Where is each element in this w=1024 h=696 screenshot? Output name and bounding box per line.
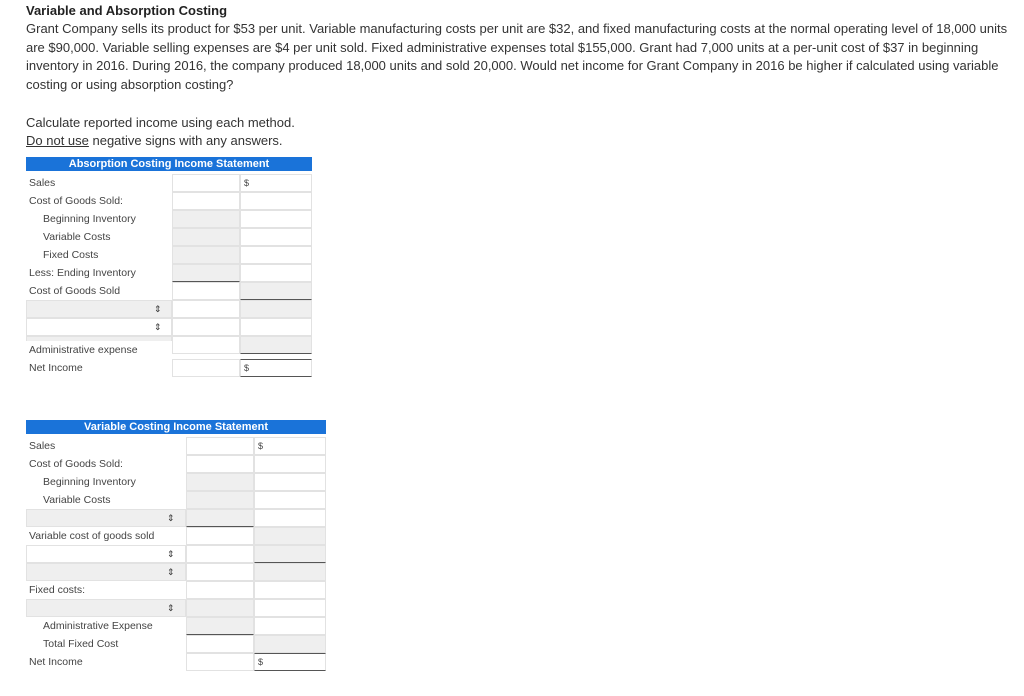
- abs-variable-costs-label: Variable Costs: [43, 231, 111, 243]
- var-line-item-select-3[interactable]: [26, 563, 186, 581]
- var-sales-col1: [186, 437, 254, 455]
- var-select-1-col2: [254, 509, 326, 527]
- abs-sales-amount-col1[interactable]: [172, 174, 240, 192]
- var-line-item-select-4[interactable]: [26, 599, 186, 617]
- var-beginning-inventory-col2: [254, 473, 326, 491]
- abs-sales-dollar: $: [244, 178, 250, 188]
- var-select-2-col1: [186, 545, 254, 563]
- abs-fixed-costs-input[interactable]: [172, 246, 240, 264]
- abs-blank-col1: [172, 336, 240, 354]
- var-fixed-costs-header-col2: [254, 581, 326, 599]
- instruction-emphasis: Do not use: [26, 133, 89, 148]
- abs-cogs-header-label: Cost of Goods Sold:: [29, 195, 123, 207]
- abs-beginning-inventory-input[interactable]: [172, 210, 240, 228]
- var-select-3-col1: [186, 563, 254, 581]
- chevron-updown-icon: ⇕: [167, 567, 175, 577]
- var-select-2-input[interactable]: [254, 545, 326, 563]
- problem-title: Variable and Absorption Costing: [26, 3, 228, 18]
- var-variable-cogs-col1: [186, 527, 254, 545]
- instruction-line-1: Calculate reported income using each method.: [26, 115, 295, 130]
- var-total-fixed-cost-label: Total Fixed Cost: [43, 638, 119, 650]
- abs-line-item-select-1[interactable]: [26, 300, 172, 318]
- var-line-item-select-2[interactable]: [26, 545, 186, 563]
- abs-ending-inventory-label: Less: Ending Inventory: [29, 267, 136, 279]
- var-sales-input[interactable]: [254, 437, 326, 455]
- variable-header: Variable Costing Income Statement: [26, 420, 326, 434]
- abs-net-income-dollar: $: [244, 363, 250, 373]
- var-fixed-costs-header-col1: [186, 581, 254, 599]
- var-fixed-costs-header-label: Fixed costs:: [29, 584, 86, 596]
- abs-blank-input[interactable]: [240, 336, 312, 354]
- chevron-updown-icon: ⇕: [167, 549, 175, 559]
- var-select-4-col2: [254, 599, 326, 617]
- abs-select-1-col1: [172, 300, 240, 318]
- chevron-updown-icon: ⇕: [167, 513, 175, 523]
- abs-admin-expense-label: Administrative expense: [26, 341, 172, 359]
- abs-beginning-inventory-label: Beginning Inventory: [43, 213, 136, 225]
- var-select-1-input[interactable]: [186, 509, 254, 527]
- var-admin-expense-col2: [254, 617, 326, 635]
- var-admin-expense-label: Administrative Expense: [43, 620, 153, 632]
- var-variable-cogs-input[interactable]: [254, 527, 326, 545]
- instruction-line-2: [26, 133, 283, 148]
- abs-net-income-label: Net Income: [29, 362, 83, 374]
- var-variable-cogs-label: Variable cost of goods sold: [29, 530, 155, 542]
- abs-cogs-input[interactable]: [240, 282, 312, 300]
- abs-cogs-label: Cost of Goods Sold: [29, 285, 121, 297]
- var-net-income-col1: [186, 653, 254, 671]
- problem-text: Grant Company sells its product for $53 per unit. Variable manufacturing costs per unit are $32, and fixed manufacturing costs at the normal operating level of 18,000 units are $90,000. Variable selling expenses are $4 per unit sold. Fixed administrative expenses total $155,000. Grant had 7,000 units at a per-unit cost of $37 in beginning inventory in 2016. During 2016, the company produced 18,000 units and sold 20,000. Would net income for Grant Company in 2016 be higher if calculated using variable costing or using absorption costing?: [26, 21, 1008, 92]
- var-select-3-input[interactable]: [254, 563, 326, 581]
- abs-cogs-header-col2: [240, 192, 312, 210]
- var-variable-costs-input[interactable]: [186, 491, 254, 509]
- abs-sales-input[interactable]: [240, 174, 312, 192]
- var-net-income-input[interactable]: [254, 653, 326, 671]
- var-admin-expense-input[interactable]: [186, 617, 254, 635]
- abs-line-item-select-2[interactable]: [26, 318, 172, 336]
- var-sales-label: Sales: [29, 440, 56, 452]
- abs-variable-costs-input[interactable]: [172, 228, 240, 246]
- abs-ending-inventory-col2: [240, 264, 312, 282]
- var-total-fixed-cost-input[interactable]: [254, 635, 326, 653]
- var-beginning-inventory-label: Beginning Inventory: [43, 476, 136, 488]
- var-cogs-header-label: Cost of Goods Sold:: [29, 458, 123, 470]
- var-beginning-inventory-input[interactable]: [186, 473, 254, 491]
- abs-sales-label: Sales: [29, 177, 56, 189]
- chevron-updown-icon: ⇕: [167, 603, 175, 613]
- var-variable-costs-col2: [254, 491, 326, 509]
- chevron-updown-icon: ⇕: [154, 322, 162, 332]
- abs-fixed-costs-label: Fixed Costs: [43, 249, 99, 261]
- abs-net-income-input[interactable]: [240, 359, 312, 377]
- abs-select-2-col1: [172, 318, 240, 336]
- abs-net-income-col1: [172, 359, 240, 377]
- absorption-header: Absorption Costing Income Statement: [26, 157, 312, 171]
- var-sales-dollar: $: [258, 441, 264, 451]
- abs-select-2-input[interactable]: [240, 318, 312, 336]
- abs-beginning-inventory-col2: [240, 210, 312, 228]
- abs-cogs-col1: [172, 282, 240, 300]
- abs-ending-inventory-input[interactable]: [172, 264, 240, 282]
- abs-select-1-input[interactable]: [240, 300, 312, 318]
- chevron-updown-icon: ⇕: [154, 304, 162, 314]
- var-line-item-select-1[interactable]: [26, 509, 186, 527]
- var-net-income-label: Net Income: [29, 656, 83, 668]
- var-cogs-header-col1: [186, 455, 254, 473]
- var-net-income-dollar: $: [258, 657, 264, 667]
- var-total-fixed-cost-col1: [186, 635, 254, 653]
- abs-fixed-costs-col2: [240, 246, 312, 264]
- var-select-4-input[interactable]: [186, 599, 254, 617]
- abs-variable-costs-col2: [240, 228, 312, 246]
- abs-cogs-header-col1: [172, 192, 240, 210]
- var-variable-costs-label: Variable Costs: [43, 494, 111, 506]
- var-cogs-header-col2: [254, 455, 326, 473]
- instruction-rest: negative signs with any answers.: [88, 133, 283, 148]
